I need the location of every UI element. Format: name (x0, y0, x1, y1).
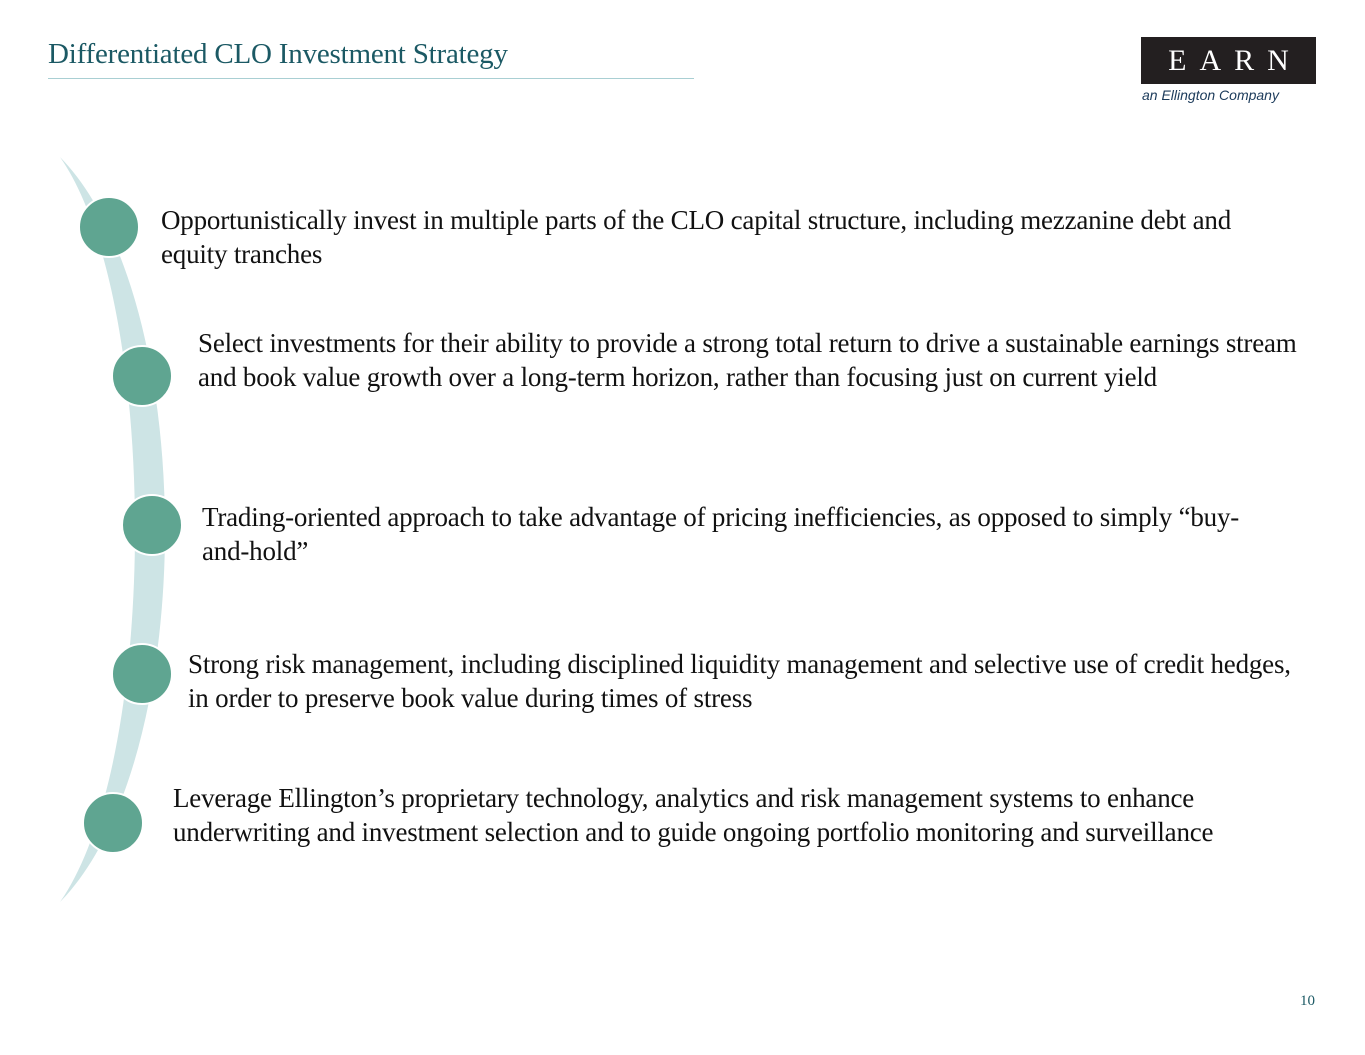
strategy-item-4: Strong risk management, including disciplined liquidity management and selective use of credit hedges, in order to preserve book value during times of stress (188, 649, 1291, 713)
timeline-dot (82, 792, 144, 854)
strategy-item-2: Select investments for their ability to provide a strong total return to drive a sustainable earnings stream and book value growth over a long-term horizon, rather than focusing just on current yield (198, 328, 1297, 392)
timeline-dot (111, 643, 173, 705)
timeline-dot (121, 494, 183, 556)
page-title: Differentiated CLO Investment Strategy (48, 38, 508, 70)
page-number: 10 (1300, 993, 1315, 1009)
timeline-dot (78, 196, 140, 258)
timeline-dot (111, 345, 173, 407)
logo-tagline: an Ellington Company (1142, 87, 1279, 103)
earn-logo: EARN (1141, 37, 1316, 84)
strategy-item-1: Opportunistically invest in multiple parts of the CLO capital structure, including mezzanine debt and equity tranches (161, 205, 1232, 269)
strategy-item-5: Leverage Ellington’s proprietary technology, analytics and risk management systems to enhance underwriting and investment selection and to guide ongoing portfolio monitoring and surveillance (173, 783, 1214, 847)
strategy-item-3: Trading-oriented approach to take advantage of pricing inefficiencies, as opposed to simply “buy-and-hold” (202, 502, 1240, 566)
